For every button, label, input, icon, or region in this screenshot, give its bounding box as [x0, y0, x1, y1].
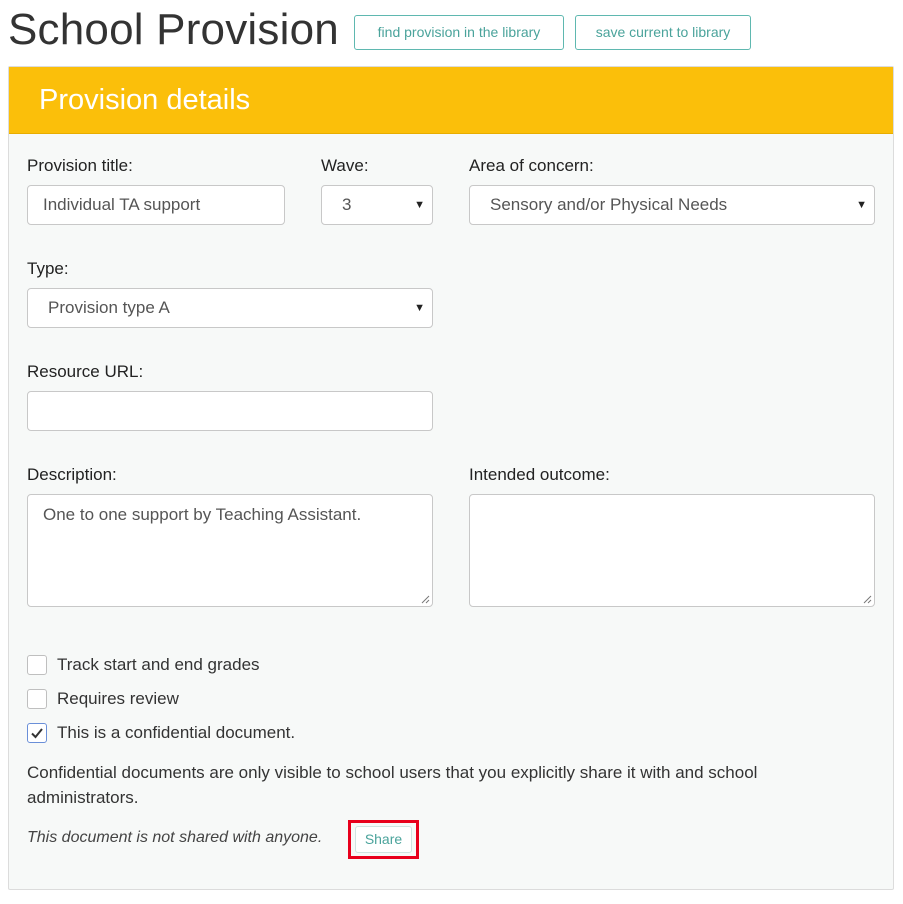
- caret-down-icon: ▼: [856, 199, 867, 211]
- resource-url-label: Resource URL:: [27, 362, 144, 381]
- provision-title-value: Individual TA support: [43, 195, 201, 214]
- checkmark-icon: [30, 726, 44, 740]
- wave-select[interactable]: [321, 185, 433, 225]
- resize-grip-icon[interactable]: [863, 595, 872, 604]
- type-label: Type:: [27, 259, 69, 278]
- save-to-library-button[interactable]: save current to library: [575, 15, 751, 50]
- confidential-row[interactable]: [27, 722, 295, 744]
- requires-review-checkbox[interactable]: [27, 689, 47, 709]
- page-title: School Provision: [8, 5, 339, 54]
- wave-label: Wave:: [321, 156, 369, 175]
- requires-review-row[interactable]: [27, 688, 179, 710]
- panel-header: [9, 67, 893, 134]
- area-of-concern-value: Sensory and/or Physical Needs: [490, 195, 728, 214]
- track-grades-checkbox[interactable]: [27, 655, 47, 675]
- intended-outcome-label: Intended outcome:: [469, 465, 610, 484]
- provision-title-input[interactable]: [27, 185, 285, 225]
- description-value: One to one support by Teaching Assistant.: [43, 505, 362, 524]
- resource-url-input[interactable]: [27, 391, 433, 431]
- sharing-status-text: This document is not shared with anyone.: [27, 829, 323, 846]
- confidential-info-text: Confidential documents are only visible to school users that you explicitly share it with and school administrators.: [27, 763, 758, 807]
- intended-outcome-textarea[interactable]: [469, 494, 875, 607]
- type-select[interactable]: [27, 288, 433, 328]
- requires-review-label: Requires review: [57, 689, 179, 708]
- wave-value: 3: [342, 195, 352, 214]
- track-grades-row[interactable]: [27, 654, 260, 676]
- caret-down-icon: ▼: [414, 199, 425, 211]
- share-button[interactable]: Share: [355, 826, 412, 853]
- confidential-checkbox[interactable]: [27, 723, 47, 743]
- confidential-label: This is a confidential document.: [57, 723, 296, 742]
- resize-grip-icon[interactable]: [421, 595, 430, 604]
- area-of-concern-label: Area of concern:: [469, 156, 594, 175]
- description-textarea[interactable]: [27, 494, 433, 607]
- track-grades-label: Track start and end grades: [57, 655, 260, 674]
- panel-title: Provision details: [39, 84, 251, 116]
- provision-title-label: Provision title:: [27, 156, 133, 175]
- caret-down-icon: ▼: [414, 302, 425, 314]
- type-value: Provision type A: [48, 298, 170, 317]
- find-provision-button[interactable]: find provision in the library: [354, 15, 564, 50]
- description-label: Description:: [27, 465, 117, 484]
- area-of-concern-select[interactable]: [469, 185, 875, 225]
